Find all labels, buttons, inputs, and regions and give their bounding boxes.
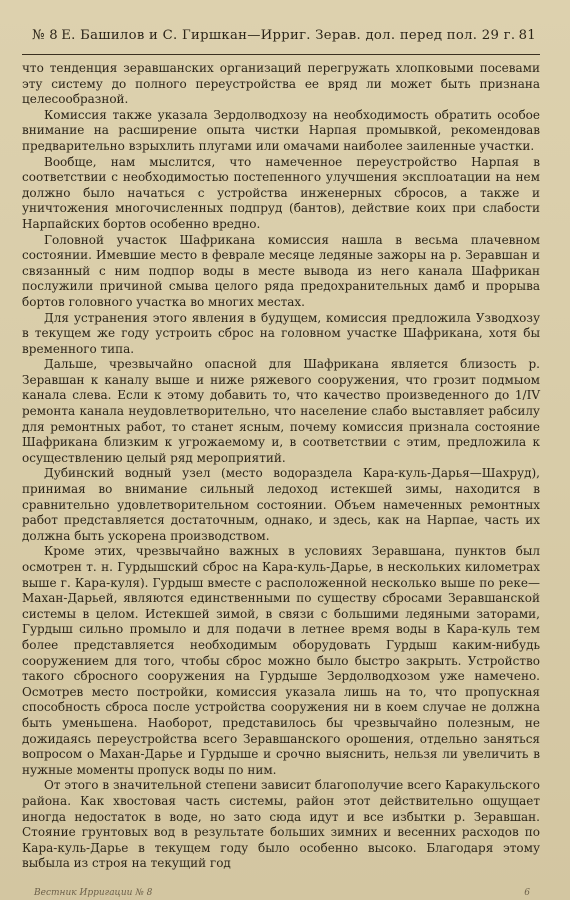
page-number: 81	[518, 28, 536, 43]
paragraph-5: Для устранения этого явления в будущем, комиссия предложила Узводхозу в текущем же году устроить сброс на головном участке Шафрикана, хотя бы временного типа.	[22, 310, 540, 356]
paragraph-2: Комиссия также указала Зердолводхозу на необходимость обратить особое внимание на расширение опыта чистки Нарпая промывкой, рекомендовав предварительно взрыхлить плугами или омачами наиболее заиленные участки.	[22, 107, 540, 153]
paragraph-9: От этого в значительной степени зависит благополучие всего Каракульского района. Как хвостовая часть системы, район этот действительно ощущает иногда недостаток в воде, но зато сюда идут и все избытки р. Зеравшан. Стояние грунтовых вод в результате больших зимних и весенних расходов по Кара-куль-Дарье в текущем году было особенно высоко. Благодаря этому выбыла из строя на текущий год	[22, 778, 540, 871]
running-header	[22, 28, 540, 52]
paragraph-1: что тенденция зеравшанских организаций перегружать хлопковыми посевами эту систему до полного переустройства ее вряд ли может быть признана целесообразной.	[22, 61, 540, 107]
header-title: Е. Башилов и С. Гиршкан—Ирриг. Зерав. дол. перед пол. 29 г.	[61, 28, 516, 43]
header-rule	[22, 54, 540, 55]
paragraph-7: Дубинский водный узел (место водораздела Кара-куль-Дарья—Шахруд), принимая во внимание сильный ледоход истекшей зимы, находится в сравнительно удовлетворительном состоянии. Объем намеченных ремонтных работ представляется достаточным, однако, и здесь, как на Нарпае, часть их должна быть ускорена производством.	[22, 466, 540, 543]
page-footer	[34, 888, 530, 898]
paragraph-3: Вообще, нам мыслится, что намеченное переустройство Нарпая в соответствии с необходимостью постепенного улучшения эксплоатации на нем должно было начаться с устройства инженерных сбросов, а также и уничтожения многочисленных подпруд (бантов), действие коих при слабости Нарпайских бортов особенно вредно.	[22, 154, 540, 231]
paragraph-8: Кроме этих, чрезвычайно важных в условиях Зеравшана, пунктов был осмотрен т. н. Гурдышский сброс на Кара-куль-Дарье, в нескольких километрах выше г. Кара-куля). Гурдыш вместе с расположенной несколько выше по реке—Махан-Дарьей, являются единственными по существу сбросами Зеравшанской системы в целом. Истекшей зимой, в связи с большими ледяными заторами, Гурдыш сильно промыло и для подачи в летнее время воды в Кара-куль тем более представляется необходимым оборудовать Гурдыш каким-нибудь сооружением для того, чтобы сброс можно было быстро закрыть. Устройство такого сбросного сооружения на Гурдыше Зердолводхозом уже намечено. Осмотрев место постройки, комиссия указала лишь на то, что пропускная способность сброса после устройства сооружения ни в коем случае не должна быть уменьшена. Наоборот, представилось бы чрезвычайно полезным, не дожидаясь переустройства всего Зеравшанского орошения, отдельно заняться вопросом о Махан-Дарье и Гурдыше и срочно выяснить, нельзя ли увеличить в нужные моменты пропуск воды по ним.	[22, 544, 540, 777]
paragraph-6: Дальше, чрезвычайно опасной для Шафрикана является близость р. Зеравшан к каналу выше и ниже ряжевого сооружения, что грозит подмыом канала слева. Если к этому добавить то, что качество произведенного до 1/IV ремонта канала неудовлетворительно, что население слабо выставляет рабсилу для ремонтных работ, то станет ясным, почему комиссия признала состояние Шафрикана близким к угрожаемому и, в соответствии с этим, предложила к осуществлению целый ряд мероприятий.	[22, 357, 540, 465]
paragraph-4: Головной участок Шафрикана комиссия нашла в весьма плачевном состоянии. Имевшие место в феврале месяце ледяные зажоры на р. Зеравшан и связанный с ним подпор воды в месте вывода из него канала Шафрикан послужили причиной смыва целого ряда предохранительных дамб и прорыва бортов головного участка во многих местах.	[22, 232, 540, 309]
issue-number: № 8	[32, 28, 58, 43]
footer-signature: 6	[524, 888, 530, 898]
body-text	[22, 61, 540, 872]
footer-journal: Вестник Ирригации № 8	[34, 888, 153, 898]
